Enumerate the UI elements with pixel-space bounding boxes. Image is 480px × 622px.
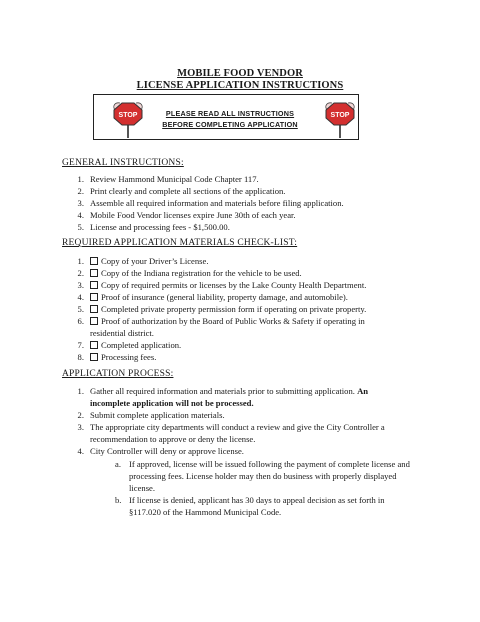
checkbox[interactable] <box>90 293 98 301</box>
application-process-heading: APPLICATION PROCESS: <box>62 369 174 379</box>
checkbox[interactable] <box>90 305 98 313</box>
banner-text <box>150 108 310 130</box>
document-page: MOBILE FOOD VENDOR LICENSE APPLICATION INSTRUCTIONS STOP STOP PLEASE READ ALL INSTRUCTIONS BEFORE COMPLETING APPLICATION GENERAL INSTRUCTIONS: 1. Review Hammond Municipal Code Chapter 117. 2. Print clearly and complete all sections of the application. 3. Assemble all required information and materials before filing application. 4. Mobile Food Vendor licenses expire June 30th of each year. 5. License and processing fees - $1,500.00. REQUIRED APPLICATION MATERIALS CHECK-LIST: 1. Copy of your Driver’s License. 2. Copy of the Indiana registration for the vehicle to be used. 3. Copy of required permits or licenses by the Lake County Health Department. 4. Proof of insurance (general liability, property damage, and automobile). 5. Completed private property permission form if operating on private property. 6. Proof of authorization by the Board of Public Works & Safety if operating in residential district. 7. Completed application. 8. Processing fees. APPLICATION PROCESS: 1. Gather all required information and materials prior to submitting application. An incomplete application will not be processed. 2. Submit complete application materials. 3. The appropriate city departments will conduct a review and give the City Controller a recommendation to approve or deny the license. 4. City Controller will deny or approve license. a. If approved, license will be issued following the payment of complete license and processing fees. License holder may then do business with properly displayed license. b. If license is denied, applicant has 30 days to appeal decision as set forth in §117.020 of the Hammond Municipal Code. <box>0 0 480 622</box>
svg-text:STOP: STOP <box>330 112 350 119</box>
checkbox[interactable] <box>90 341 98 349</box>
svg-text:STOP: STOP <box>118 112 138 119</box>
checkbox[interactable] <box>90 269 98 277</box>
document-title-line1: MOBILE FOOD VENDOR <box>177 68 303 79</box>
stop-sign-left-icon <box>106 97 150 139</box>
general-instructions-heading: GENERAL INSTRUCTIONS: <box>62 158 184 168</box>
banner-line2: BEFORE COMPLETING APPLICATION <box>162 120 298 129</box>
checkbox[interactable] <box>90 353 98 361</box>
checkbox[interactable] <box>90 317 98 325</box>
banner-line1: PLEASE READ ALL INSTRUCTIONS <box>165 109 295 118</box>
document-title-line2: LICENSE APPLICATION INSTRUCTIONS <box>136 80 344 91</box>
stop-sign-right-icon <box>318 97 362 139</box>
checklist-heading: REQUIRED APPLICATION MATERIALS CHECK-LIST: <box>62 238 298 248</box>
checkbox[interactable] <box>90 281 98 289</box>
checkbox[interactable] <box>90 257 98 265</box>
